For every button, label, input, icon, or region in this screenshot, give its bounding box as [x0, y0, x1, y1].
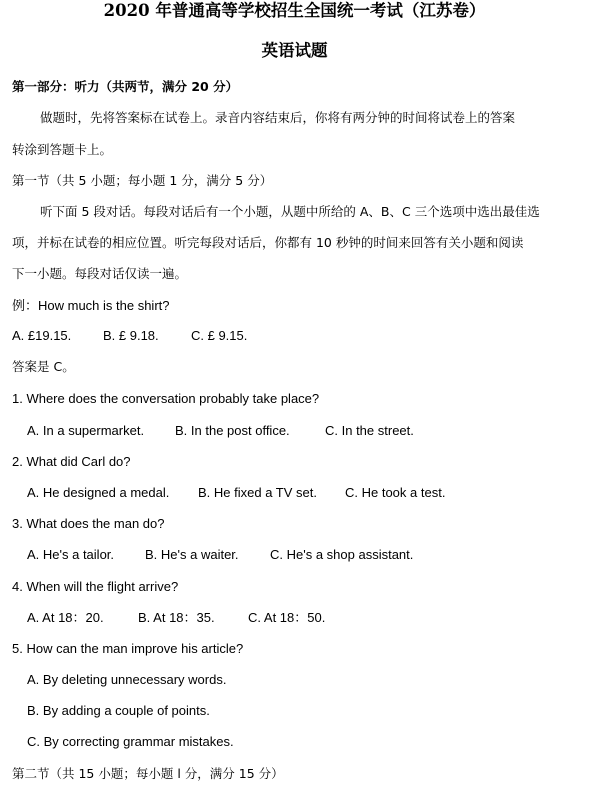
question-2-option-c: C. He took a test. — [345, 485, 446, 500]
section1-instruction-line3: 下一小题。每段对话仅读一遍。 — [12, 266, 188, 281]
section2-heading: 第二节（共 15 小题；每小题 l 分，满分 15 分） — [12, 766, 284, 781]
question-4-option-c: C. At 18：50. — [248, 610, 326, 625]
question-1-option-c: C. In the street. — [325, 423, 414, 438]
question-1-option-a: A. In a supermarket. — [27, 423, 145, 438]
part1-instruction-line1: 做题时，先将答案标在试卷上。录音内容结束后，你将有两分钟的时间将试卷上的答案 — [40, 110, 516, 125]
question-5-option-a: A. By deleting unnecessary words. — [27, 672, 227, 687]
example-option-c: C. £ 9.15. — [191, 328, 248, 343]
section1-instruction-line1: 听下面 5 段对话。每段对话后有一个小题，从题中所给的 A、B、C 三个选项中选出最佳选 — [40, 204, 540, 219]
exam-subtitle: 英语试题 — [261, 41, 328, 60]
question-5-option-c: C. By correcting grammar mistakes. — [27, 734, 234, 749]
question-3-option-b: B. He's a waiter. — [145, 547, 239, 562]
question-4: 4. When will the flight arrive? — [12, 579, 179, 594]
question-2-option-a: A. He designed a medal. — [27, 485, 170, 500]
question-5: 5. How can the man improve his article? — [12, 641, 244, 656]
section1-heading: 第一节（共 5 小题；每小题 1 分，满分 5 分） — [12, 173, 273, 188]
part1-instruction-line2: 转涂到答题卡上。 — [12, 142, 113, 157]
question-4-option-a: A. At 18：20. — [27, 610, 104, 625]
question-3: 3. What does the man do? — [12, 516, 165, 531]
example-option-a: A. £19.15. — [12, 328, 72, 343]
question-4-option-b: B. At 18：35. — [138, 610, 215, 625]
example-option-b: B. £ 9.18. — [103, 328, 159, 343]
exam-title: 2020 年普通高等学校招生全国统一考试（江苏卷） — [103, 1, 486, 20]
example-answer: 答案是 C。 — [12, 359, 75, 374]
section1-instruction-line2: 项，并标在试卷的相应位置。听完每段对话后，你都有 10 秒钟的时间来回答有关小题和阅读 — [12, 235, 524, 250]
part1-heading: 第一部分：听力（共两节，满分 20 分） — [12, 79, 239, 94]
question-5-option-b: B. By adding a couple of points. — [27, 703, 210, 718]
question-2-option-b: B. He fixed a TV set. — [198, 485, 317, 500]
question-1: 1. Where does the conversation probably take place? — [12, 391, 320, 406]
question-3-option-c: C. He's a shop assistant. — [270, 547, 414, 562]
question-1-option-b: B. In the post office. — [175, 423, 290, 438]
question-2: 2. What did Carl do? — [12, 454, 131, 469]
question-3-option-a: A. He's a tailor. — [27, 547, 115, 562]
example-question: 例：How much is the shirt? — [12, 298, 170, 313]
